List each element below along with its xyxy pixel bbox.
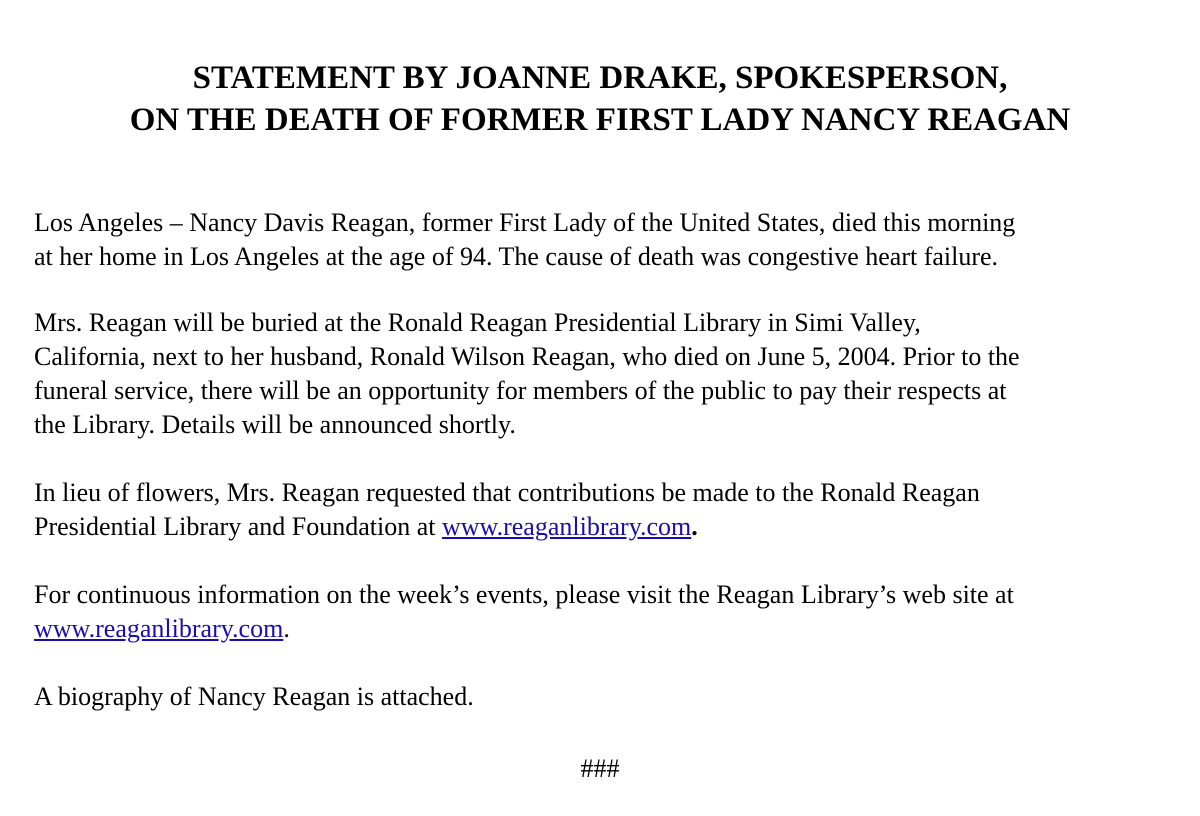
paragraph-announcement [34,206,1015,274]
paragraph-line: For continuous information on the week’s events, please visit the Reagan Library’s web site at [34,580,1014,609]
statement-title-line-1: STATEMENT BY JOANNE DRAKE, SPOKESPERSON, [192,60,1008,96]
paragraph-line: Los Angeles – Nancy Davis Reagan, former First Lady of the United States, died this morning [34,208,1016,237]
paragraph-text: . [691,512,698,541]
end-of-release-mark: ### [580,754,620,783]
paragraph-burial-details [34,306,1020,442]
paragraph-biography-note [34,680,474,714]
paragraph-contributions [34,476,980,544]
paragraph-line: Mrs. Reagan will be buried at the Ronald Reagan Presidential Library in Simi Valley, [34,308,921,337]
paragraph-line: In lieu of flowers, Mrs. Reagan requested that contributions be made to the Ronald Reagan [34,478,980,507]
paragraph-line [34,612,1014,646]
paragraph-text: Presidential Library and Foundation at [34,512,442,541]
paragraph-line: California, next to her husband, Ronald Wilson Reagan, who died on June 5, 2004. Prior to the [34,342,1020,371]
paragraph-line: the Library. Details will be announced shortly. [34,410,516,439]
reagan-library-link[interactable]: www.reaganlibrary.com [441,512,692,541]
reagan-library-link[interactable]: www.reaganlibrary.com [34,614,284,643]
statement-title-line-2: ON THE DEATH OF FORMER FIRST LADY NANCY REAGAN [129,102,1071,138]
paragraph-line: A biography of Nancy Reagan is attached. [34,682,474,711]
paragraph-text: . [283,614,290,643]
paragraph-line [34,510,980,544]
paragraph-line: at her home in Los Angeles at the age of 94. The cause of death was congestive heart failure. [34,242,999,271]
paragraph-line: funeral service, there will be an opportunity for members of the public to pay their respects at [34,376,1007,405]
paragraph-website-info [34,578,1014,646]
